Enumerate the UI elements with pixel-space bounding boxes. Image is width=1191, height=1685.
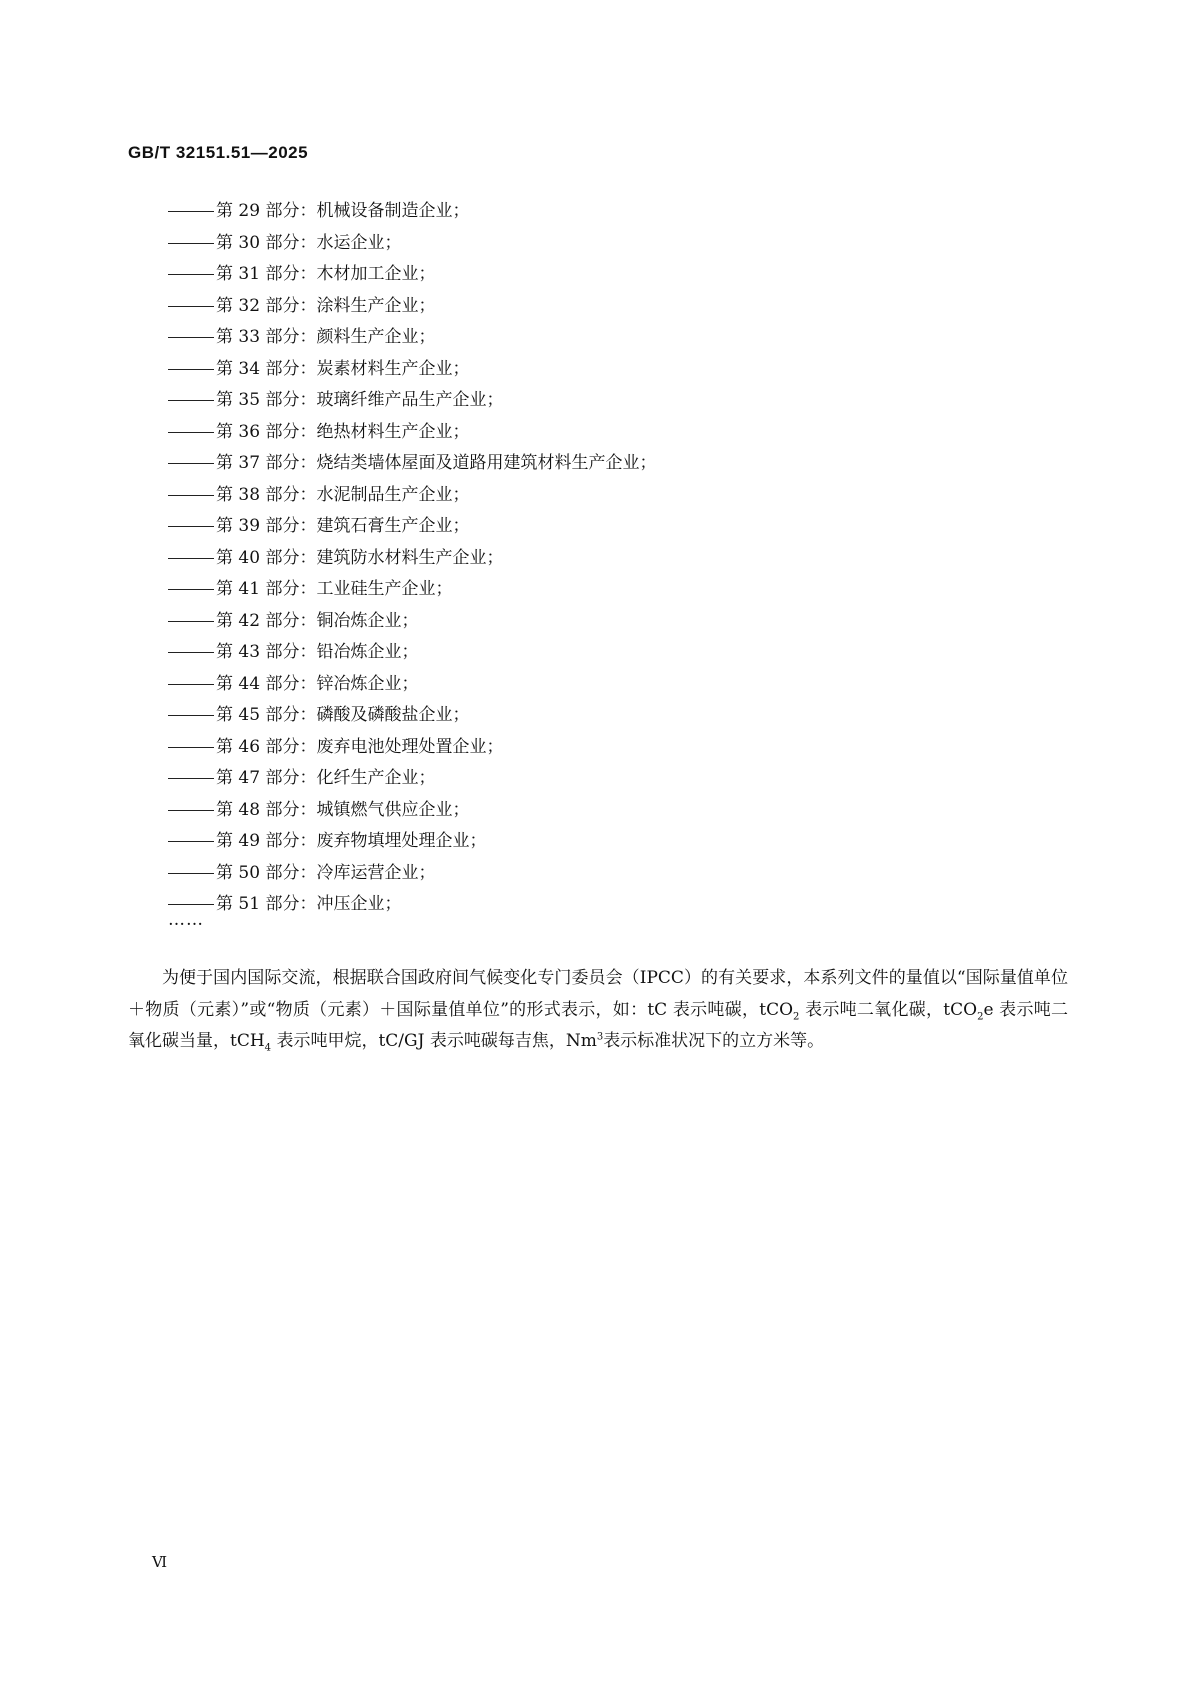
part-name: 工业硅生产企业； xyxy=(316,579,453,599)
part-name: 磷酸及磷酸盐企业； xyxy=(316,705,470,725)
list-item xyxy=(168,700,656,732)
list-item xyxy=(168,574,656,606)
para-text-5: 表示标准状况下的立方米等。 xyxy=(603,1031,825,1051)
parts-list xyxy=(168,196,656,921)
subscript-4: 4 xyxy=(264,1042,272,1054)
part-name: 建筑石膏生产企业； xyxy=(316,516,470,536)
part-number: 第 32 部分 xyxy=(216,295,300,316)
em-dash-bullet xyxy=(168,274,214,275)
part-number: 第 45 部分 xyxy=(216,705,300,725)
part-name: 冷库运营企业； xyxy=(316,862,436,883)
list-item xyxy=(168,669,656,701)
para-text-1: 为便于国内国际交流，根据联合国政府间气候变化专门委员会（IPCC）的有关要求，本系列文件的量值以“国际量值单位＋物质（元素）”或“物质（元素）＋国际量值单位”的形式表示，如：tC 表示吨碳，tCO xyxy=(128,968,1068,1020)
part-name: 冲压企业； xyxy=(316,894,402,914)
part-name: 水运企业； xyxy=(316,232,402,253)
part-number: 第 34 部分 xyxy=(216,358,300,379)
subscript-2b: 2 xyxy=(977,1010,984,1022)
part-number: 第 29 部分 xyxy=(216,201,300,221)
part-separator: ： xyxy=(299,610,317,631)
part-number: 第 39 部分 xyxy=(216,516,300,536)
part-number: 第 51 部分 xyxy=(216,894,300,914)
part-number: 第 38 部分 xyxy=(216,484,300,505)
em-dash-bullet xyxy=(168,463,214,464)
part-name: 炭素材料生产企业； xyxy=(316,358,470,379)
em-dash-bullet xyxy=(168,243,214,244)
em-dash-bullet xyxy=(168,432,214,433)
superscript-3: 3 xyxy=(596,1031,604,1043)
part-name: 绝热材料生产企业； xyxy=(316,421,470,442)
part-number: 第 33 部分 xyxy=(216,327,300,347)
em-dash-bullet xyxy=(168,810,214,811)
part-separator: ： xyxy=(299,358,317,379)
part-separator: ： xyxy=(299,421,317,442)
part-name: 水泥制品生产企业； xyxy=(316,484,470,505)
part-number: 第 37 部分 xyxy=(216,453,300,473)
list-item xyxy=(168,795,656,827)
list-item xyxy=(168,354,656,386)
part-name: 废弃电池处理处置企业； xyxy=(316,736,504,757)
part-separator: ： xyxy=(299,642,317,662)
em-dash-bullet xyxy=(168,684,214,685)
part-separator: ： xyxy=(299,232,317,253)
part-separator: ： xyxy=(299,484,317,505)
part-number: 第 46 部分 xyxy=(216,736,300,757)
part-separator: ： xyxy=(299,390,317,410)
list-ellipsis: …… xyxy=(168,910,204,930)
part-name: 城镇燃气供应企业； xyxy=(316,799,470,820)
part-name: 废弃物填埋处理企业； xyxy=(316,831,487,851)
em-dash-bullet xyxy=(168,778,214,779)
part-number: 第 42 部分 xyxy=(216,610,300,631)
list-item xyxy=(168,637,656,669)
part-separator: ： xyxy=(299,264,317,284)
subscript-2: 2 xyxy=(793,1010,800,1022)
part-separator: ： xyxy=(299,547,317,568)
em-dash-bullet xyxy=(168,841,214,842)
part-name: 铜冶炼企业； xyxy=(316,610,419,631)
part-number: 第 48 部分 xyxy=(216,799,300,820)
part-number: 第 44 部分 xyxy=(216,673,300,694)
part-number: 第 35 部分 xyxy=(216,390,300,410)
list-item xyxy=(168,448,656,480)
em-dash-bullet xyxy=(168,526,214,527)
part-separator: ： xyxy=(299,295,317,316)
list-item xyxy=(168,228,656,260)
em-dash-bullet xyxy=(168,873,214,874)
part-name: 玻璃纤维产品生产企业； xyxy=(316,390,504,410)
em-dash-bullet xyxy=(168,589,214,590)
list-item xyxy=(168,889,656,921)
list-item xyxy=(168,480,656,512)
part-separator: ： xyxy=(299,673,317,694)
part-name: 建筑防水材料生产企业； xyxy=(316,547,504,568)
part-number: 第 43 部分 xyxy=(216,642,300,662)
para-text-4: 表示吨甲烷，tC/GJ 表示吨碳每吉焦，Nm xyxy=(271,1031,597,1051)
part-number: 第 49 部分 xyxy=(216,831,300,851)
em-dash-bullet xyxy=(168,621,214,622)
list-item xyxy=(168,291,656,323)
part-name: 铅冶炼企业； xyxy=(316,642,419,662)
list-item xyxy=(168,606,656,638)
part-number: 第 31 部分 xyxy=(216,264,300,284)
em-dash-bullet xyxy=(168,715,214,716)
part-name: 涂料生产企业； xyxy=(316,295,436,316)
part-separator: ： xyxy=(299,736,317,757)
list-item xyxy=(168,858,656,890)
list-item xyxy=(168,417,656,449)
em-dash-bullet xyxy=(168,558,214,559)
part-separator: ： xyxy=(299,516,317,536)
part-separator: ： xyxy=(299,831,317,851)
list-item xyxy=(168,511,656,543)
part-separator: ： xyxy=(299,862,317,883)
list-item xyxy=(168,385,656,417)
part-name: 机械设备制造企业； xyxy=(316,201,470,221)
part-separator: ： xyxy=(299,453,317,473)
part-number: 第 47 部分 xyxy=(216,768,300,788)
part-separator: ： xyxy=(299,705,317,725)
em-dash-bullet xyxy=(168,211,214,212)
em-dash-bullet xyxy=(168,652,214,653)
em-dash-bullet xyxy=(168,400,214,401)
em-dash-bullet xyxy=(168,495,214,496)
part-separator: ： xyxy=(299,201,317,221)
part-number: 第 41 部分 xyxy=(216,579,300,599)
part-name: 化纤生产企业； xyxy=(316,768,436,788)
part-number: 第 50 部分 xyxy=(216,862,300,883)
list-item xyxy=(168,196,656,228)
para-text-3: e 表示吨二氧化碳当量，tCH xyxy=(128,999,1068,1051)
part-name: 颜料生产企业； xyxy=(316,327,436,347)
part-name: 烧结类墙体屋面及道路用建筑材料生产企业； xyxy=(316,453,657,473)
standard-number: GB/T 32151.51—2025 xyxy=(128,143,309,162)
para-text-2: 表示吨二氧化碳，tCO xyxy=(799,999,978,1020)
list-item xyxy=(168,763,656,795)
part-name: 木材加工企业； xyxy=(316,264,436,284)
list-item xyxy=(168,732,656,764)
em-dash-bullet xyxy=(168,306,214,307)
list-item xyxy=(168,543,656,575)
list-item xyxy=(168,826,656,858)
part-number: 第 30 部分 xyxy=(216,232,300,253)
em-dash-bullet xyxy=(168,747,214,748)
page-number: Ⅵ xyxy=(152,1553,168,1571)
em-dash-bullet xyxy=(168,337,214,338)
em-dash-bullet xyxy=(168,904,214,905)
part-separator: ： xyxy=(299,768,317,788)
part-name: 锌冶炼企业； xyxy=(316,673,419,694)
part-separator: ： xyxy=(299,799,317,820)
part-separator: ： xyxy=(299,579,317,599)
part-separator: ： xyxy=(299,327,317,347)
em-dash-bullet xyxy=(168,369,214,370)
part-number: 第 40 部分 xyxy=(216,547,300,568)
part-separator: ： xyxy=(299,894,317,914)
list-item xyxy=(168,322,656,354)
units-paragraph xyxy=(128,963,1068,1058)
list-item xyxy=(168,259,656,291)
part-number: 第 36 部分 xyxy=(216,421,300,442)
